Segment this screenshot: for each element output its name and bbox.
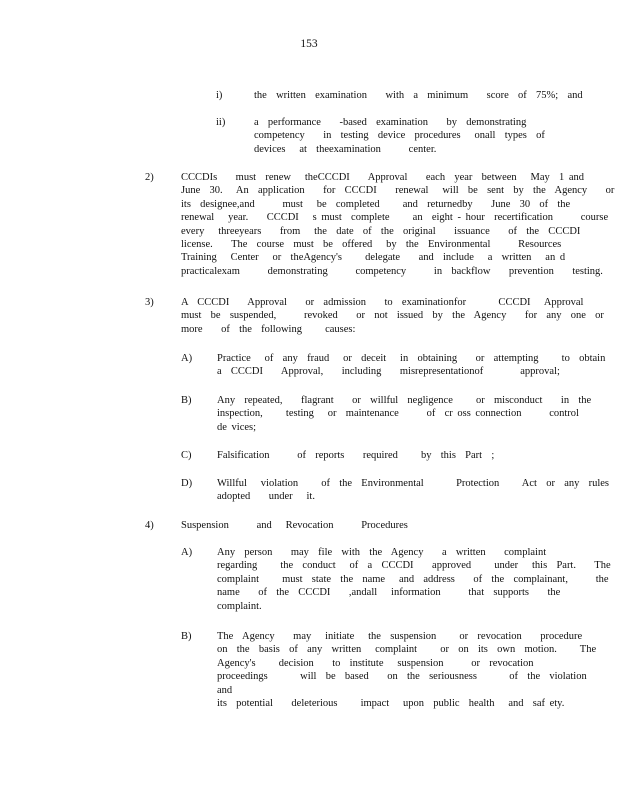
item-label-3a: A)	[181, 353, 193, 364]
section-text-2: CCCDIs must renew theCCCDI Approval each year between May 1 and June 30. An application for CCCDI renewal will be sent by the Agency or its designee,and must be completed and returnedby June 30 of the renewal year. CCCDI s must complete an eight - hour recertification course every threeyears from the date of the original issuance of the CCCDI license. The course must be offered by the Environmental Resources Training Center or theAgency's delegate and include a written an d practicalexam demonstrating competency in backflow prevention testing.	[181, 172, 615, 277]
item-text-4a: Any person may file with the Agency a written complaint regarding the conduct of a CCCDI approved under this Part. The complaint must state the name and address of the complainant, the name of the CCCDI ,andall information that supports the complaint.	[217, 547, 611, 612]
section-label-4: 4)	[145, 520, 154, 531]
item-label-3d: D)	[181, 478, 193, 489]
item-label-4b: B)	[181, 631, 192, 642]
item-text-3c: Falsification of reports required by this Part ;	[217, 450, 495, 461]
item-text-3a: Practice of any fraud or deceit in obtaining or attempting to obtain a CCCDI Approval, including misrepresentationof approval;	[217, 353, 606, 378]
section-text-4: Suspension and Revocation Procedures	[181, 520, 408, 531]
item-label-4a: A)	[181, 547, 193, 558]
section-label-2: 2)	[145, 172, 154, 183]
item-label-3b: B)	[181, 395, 192, 406]
item-text-4b: The Agency may initiate the suspension or revocation procedure on the basis of any written complaint or on its own motion. The Agency's decision to institute suspension or revocation proceedings will be based on the seriousness of the violation and its potential deleterious impact upon public health and saf ety.	[217, 631, 597, 710]
subitem-label-i: i)	[216, 90, 223, 101]
subitem-text-ii: a performance -based examination by demonstrating competency in testing device procedures onall types of devices at theexamination center.	[254, 117, 545, 155]
item-label-3c: C)	[181, 450, 192, 461]
section-text-3: A CCCDI Approval or admission to examinationfor CCCDI Approval must be suspended, revoked or not issued by the Agency for any one or more of the following causes:	[181, 297, 604, 335]
item-text-3b: Any repeated, flagrant or willful negligence or misconduct in the inspection, testing or maintenance of cr oss connection control de vices;	[217, 395, 592, 433]
subitem-label-ii: ii)	[216, 117, 226, 128]
section-label-3: 3)	[145, 297, 154, 308]
subitem-text-i: the written examination with a minimum score of 75%; and	[254, 90, 583, 101]
item-text-3d: Willful violation of the Environmental Protection Act or any rules adopted under it.	[217, 478, 610, 503]
page-number: 153	[300, 38, 318, 50]
